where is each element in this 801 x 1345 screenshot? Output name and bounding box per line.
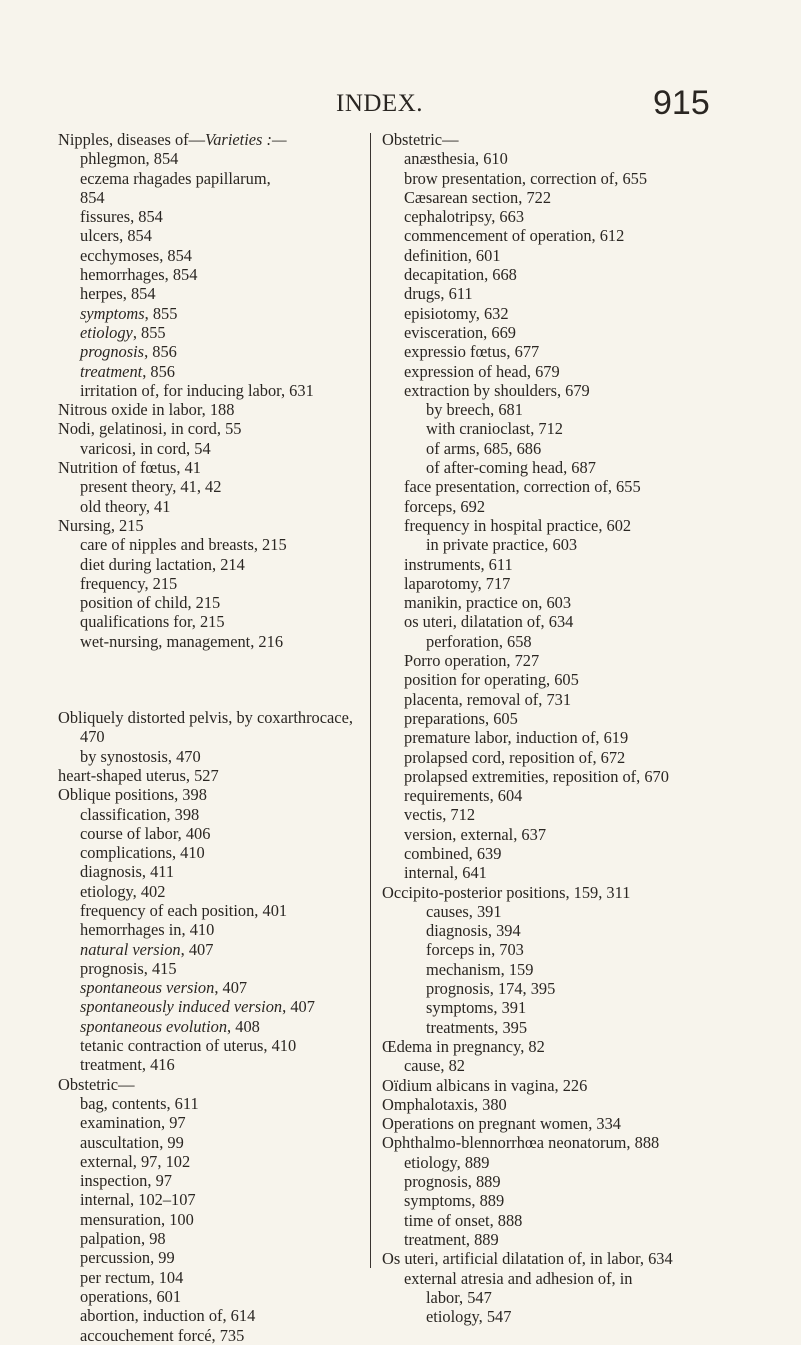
entry-text: irritation of, for inducing labor, 631	[80, 380, 314, 400]
entry-text: Ophthalmo-blennorrhœa neonatorum, 888	[382, 1133, 660, 1153]
index-entry	[382, 709, 712, 728]
index-entry	[58, 1113, 363, 1132]
entry-text: expressio fœtus, 677	[404, 342, 540, 362]
entry-text: classification, 398	[80, 804, 200, 824]
entry-text: labor, 547	[426, 1287, 492, 1307]
entry-text: diet during lactation, 214	[80, 554, 245, 574]
index-entry	[382, 226, 712, 245]
index-entry	[382, 1153, 712, 1172]
index-entry	[382, 1307, 712, 1326]
index-entry	[382, 362, 712, 381]
entry-text: operations, 601	[80, 1286, 182, 1306]
index-entry	[382, 246, 712, 265]
page-title: INDEX.	[336, 90, 424, 117]
index-entry	[58, 612, 363, 631]
entry-text: time of onset, 888	[404, 1210, 523, 1230]
entry-text: 470	[80, 727, 105, 747]
index-entry	[382, 284, 712, 303]
index-column-left	[58, 130, 363, 1345]
index-entry	[382, 1230, 712, 1249]
entry-text: Occipito-posterior positions, 159, 311	[382, 882, 631, 902]
entry-text: laparotomy, 717	[404, 573, 511, 593]
index-entry	[58, 304, 363, 323]
entry-gap	[58, 651, 363, 708]
entry-text: vectis, 712	[404, 805, 476, 825]
index-entry	[58, 535, 363, 554]
index-entry	[58, 901, 363, 920]
entry-text: frequency in hospital practice, 602	[404, 515, 632, 535]
index-entry	[382, 1211, 712, 1230]
entry-text: spontaneously induced version	[80, 997, 283, 1017]
entry-text: preparations, 605	[404, 708, 518, 728]
entry-text: external, 97, 102	[80, 1151, 191, 1171]
index-entry	[58, 265, 363, 284]
index-entry	[58, 362, 363, 381]
index-entry	[382, 863, 712, 882]
index-entry	[382, 651, 712, 670]
index-entry	[382, 1133, 712, 1152]
entry-text: etiology	[80, 322, 133, 342]
index-entry	[382, 1095, 712, 1114]
index-entry	[58, 1075, 363, 1094]
entry-text: position for operating, 605	[404, 670, 579, 690]
index-entry	[58, 342, 363, 361]
entry-page-ref: , 855	[132, 322, 166, 342]
index-entry	[58, 1268, 363, 1287]
entry-text: evisceration, 669	[404, 322, 516, 342]
index-entry	[382, 786, 712, 805]
index-entry	[382, 921, 712, 940]
entry-text: inspection, 97	[80, 1171, 172, 1191]
entry-text: requirements, 604	[404, 786, 523, 806]
index-entry	[58, 1306, 363, 1325]
index-entry	[58, 1133, 363, 1152]
index-entry	[382, 670, 712, 689]
entry-page-ref: , 407	[282, 997, 315, 1017]
index-entry	[58, 766, 363, 785]
entry-text: forceps in, 703	[426, 940, 524, 960]
entry-text: combined, 639	[404, 843, 502, 863]
entry-text: old theory, 41	[80, 496, 171, 516]
entry-text: ulcers, 854	[80, 226, 152, 246]
entry-text: internal, 641	[404, 863, 487, 883]
index-entry	[382, 690, 712, 709]
column-divider	[370, 133, 371, 1268]
index-entry	[58, 574, 363, 593]
index-entry	[58, 824, 363, 843]
entry-text: placenta, removal of, 731	[404, 689, 572, 709]
entry-text: instruments, 611	[404, 554, 513, 574]
page-header	[0, 84, 801, 126]
index-entry	[58, 284, 363, 303]
entry-text: of after-coming head, 687	[426, 458, 596, 478]
index-entry	[382, 477, 712, 496]
entry-text: present theory, 41, 42	[80, 477, 222, 497]
index-entry	[382, 149, 712, 168]
index-entry	[58, 1229, 363, 1248]
entry-text: definition, 601	[404, 245, 501, 265]
entry-text: diagnosis, 394	[426, 921, 521, 941]
index-entry	[382, 767, 712, 786]
entry-text: spontaneous version	[80, 978, 215, 998]
index-entry	[382, 998, 712, 1017]
index-entry	[58, 747, 363, 766]
entry-text: etiology, 402	[80, 881, 166, 901]
entry-text: Operations on pregnant women, 334	[382, 1114, 621, 1134]
entry-text: ecchymoses, 854	[80, 245, 192, 265]
index-entry	[58, 1326, 363, 1345]
entry-text: accouchement forcé, 735	[80, 1325, 245, 1345]
entry-text: Os uteri, artificial dilatation of, in labor, 634	[382, 1249, 673, 1269]
index-entry	[58, 1248, 363, 1267]
index-entry	[382, 728, 712, 747]
index-entry	[382, 940, 712, 959]
entry-text: Nitrous oxide in labor, 188	[58, 400, 235, 420]
index-entry	[58, 477, 363, 496]
entry-text: face presentation, correction of, 655	[404, 477, 641, 497]
entry-text: by synostosis, 470	[80, 746, 201, 766]
index-entry	[382, 844, 712, 863]
index-entry	[382, 1172, 712, 1191]
index-entry	[382, 825, 712, 844]
entry-page-ref: , 855	[144, 303, 178, 323]
index-entry	[382, 1037, 712, 1056]
entry-text: prognosis, 889	[404, 1172, 501, 1192]
entry-text: brow presentation, correction of, 655	[404, 168, 648, 188]
entry-text: Oblique positions, 398	[58, 785, 207, 805]
index-entry	[382, 535, 712, 554]
entry-text: Nursing, 215	[58, 515, 144, 535]
entry-text: 854	[80, 187, 105, 207]
entry-italic-suffix: Varieties :—	[205, 130, 287, 149]
index-entry	[382, 169, 712, 188]
index-entry	[58, 940, 363, 959]
index-entry	[382, 805, 712, 824]
entry-text: cause, 82	[404, 1056, 465, 1076]
index-entry	[58, 1287, 363, 1306]
entry-text: prognosis	[80, 342, 145, 362]
entry-text: prognosis, 415	[80, 958, 177, 978]
page-number: 915	[653, 84, 710, 122]
index-entry	[58, 632, 363, 651]
index-entry	[58, 207, 363, 226]
index-entry	[58, 843, 363, 862]
index-entry	[382, 497, 712, 516]
entry-text: extraction by shoulders, 679	[404, 380, 590, 400]
index-entry	[382, 323, 712, 342]
entry-text: prolapsed cord, reposition of, 672	[404, 747, 626, 767]
index-entry	[382, 1076, 712, 1095]
index-entry	[58, 862, 363, 881]
entry-text: varicosi, in cord, 54	[80, 438, 211, 458]
entry-text: cephalotripsy, 663	[404, 207, 525, 227]
index-entry	[58, 1190, 363, 1209]
entry-text: symptoms	[80, 303, 145, 323]
entry-text: prognosis, 174, 395	[426, 979, 556, 999]
entry-text: frequency of each position, 401	[80, 900, 288, 920]
entry-text: of arms, 685, 686	[426, 438, 542, 458]
index-entry	[382, 516, 712, 535]
entry-text: internal, 102–107	[80, 1190, 196, 1210]
entry-text: Obstetric—	[58, 1074, 135, 1094]
index-column-right	[382, 130, 712, 1326]
index-entry	[382, 1114, 712, 1133]
entry-text: symptoms, 889	[404, 1191, 505, 1211]
entry-text: diagnosis, 411	[80, 862, 175, 882]
index-entry	[382, 748, 712, 767]
entry-text: Nutrition of fœtus, 41	[58, 458, 201, 478]
entry-text: hemorrhages in, 410	[80, 920, 215, 940]
index-entry	[382, 883, 712, 902]
entry-text: complications, 410	[80, 843, 205, 863]
entry-page-ref: , 856	[142, 361, 175, 381]
index-entry	[58, 400, 363, 419]
index-entry	[58, 169, 363, 188]
entry-text: auscultation, 99	[80, 1132, 184, 1152]
entry-text: treatment, 889	[404, 1229, 499, 1249]
index-entry	[382, 207, 712, 226]
entry-text: phlegmon, 854	[80, 149, 179, 169]
index-entry	[58, 226, 363, 245]
index-entry	[58, 149, 363, 168]
entry-text: drugs, 611	[404, 284, 473, 304]
index-entry	[382, 612, 712, 631]
index-entry	[382, 304, 712, 323]
index-entry	[382, 902, 712, 921]
entry-text: treatment, 416	[80, 1055, 175, 1075]
index-entry	[382, 419, 712, 438]
entry-text: Oïdium albicans in vagina, 226	[382, 1075, 588, 1095]
entry-text: position of child, 215	[80, 593, 221, 613]
entry-text: heart-shaped uterus, 527	[58, 765, 219, 785]
index-entry	[382, 188, 712, 207]
entry-text: abortion, induction of, 614	[80, 1306, 256, 1326]
entry-text: mensuration, 100	[80, 1209, 194, 1229]
index-entry	[382, 1249, 712, 1268]
entry-text: treatment	[80, 361, 143, 381]
entry-text: course of labor, 406	[80, 823, 211, 843]
index-entry	[382, 342, 712, 361]
entry-text: anæsthesia, 610	[404, 149, 508, 169]
entry-text: expression of head, 679	[404, 361, 560, 381]
index-entry	[58, 708, 363, 727]
index-entry	[382, 555, 712, 574]
index-entry	[382, 1288, 712, 1307]
entry-text: premature labor, induction of, 619	[404, 728, 629, 748]
index-entry	[58, 516, 363, 535]
entry-text: bag, contents, 611	[80, 1093, 199, 1113]
index-entry	[58, 323, 363, 342]
entry-text: fissures, 854	[80, 207, 163, 227]
entry-text: hemorrhages, 854	[80, 265, 198, 285]
index-entry	[382, 1191, 712, 1210]
entry-text: examination, 97	[80, 1113, 186, 1133]
index-entry	[382, 632, 712, 651]
index-entry	[382, 265, 712, 284]
entry-text: Porro operation, 727	[404, 651, 540, 671]
entry-text: wet-nursing, management, 216	[80, 631, 284, 651]
entry-text: Nipples, diseases of—	[58, 130, 206, 149]
entry-text: Obstetric—	[382, 130, 459, 149]
index-entry	[58, 1210, 363, 1229]
entry-text: palpation, 98	[80, 1229, 166, 1249]
entry-text: Omphalotaxis, 380	[382, 1094, 507, 1114]
index-entry	[382, 439, 712, 458]
index-entry	[382, 381, 712, 400]
entry-text: commencement of operation, 612	[404, 226, 625, 246]
entry-text: by breech, 681	[426, 400, 523, 420]
entry-text: prolapsed extremities, reposition of, 670	[404, 766, 669, 786]
entry-text: forceps, 692	[404, 496, 486, 516]
entry-text: herpes, 854	[80, 284, 156, 304]
entry-text: Nodi, gelatinosi, in cord, 55	[58, 419, 242, 439]
entry-text: treatments, 395	[426, 1017, 528, 1037]
index-entry	[58, 458, 363, 477]
index-entry	[382, 960, 712, 979]
index-entry	[58, 555, 363, 574]
entry-page-ref: , 407	[214, 978, 248, 998]
index-entry	[58, 188, 363, 207]
index-entry	[58, 1094, 363, 1113]
index-entry	[58, 246, 363, 265]
index-entry	[58, 727, 363, 746]
entry-text: care of nipples and breasts, 215	[80, 535, 287, 555]
index-entry	[58, 959, 363, 978]
index-entry	[58, 497, 363, 516]
entry-text: in private practice, 603	[426, 535, 578, 555]
entry-text: manikin, practice on, 603	[404, 593, 572, 613]
entry-text: spontaneous evolution	[80, 1016, 228, 1036]
entry-text: os uteri, dilatation of, 634	[404, 612, 574, 632]
entry-text: perforation, 658	[426, 631, 532, 651]
entry-text: qualifications for, 215	[80, 612, 225, 632]
index-entry	[382, 130, 712, 149]
index-entry	[382, 1269, 712, 1288]
index-entry	[58, 805, 363, 824]
index-entry	[58, 1055, 363, 1074]
entry-text: external atresia and adhesion of, in	[404, 1268, 633, 1288]
entry-text: natural version	[80, 939, 181, 959]
entry-text: etiology, 889	[404, 1152, 490, 1172]
index-entry	[382, 593, 712, 612]
index-entry	[58, 439, 363, 458]
entry-text: Cæsarean section, 722	[404, 187, 552, 207]
index-entry	[58, 1152, 363, 1171]
index-entry	[58, 1171, 363, 1190]
entry-text: Œdema in pregnancy, 82	[382, 1036, 545, 1056]
entry-text: version, external, 637	[404, 824, 547, 844]
index-entry	[382, 979, 712, 998]
entry-text: causes, 391	[426, 901, 502, 921]
entry-text: Obliquely distorted pelvis, by coxarthrocace,	[58, 708, 353, 728]
index-entry	[58, 882, 363, 901]
index-entry	[58, 419, 363, 438]
entry-text: frequency, 215	[80, 573, 178, 593]
entry-text: percussion, 99	[80, 1248, 175, 1268]
index-entry	[382, 1056, 712, 1075]
index-entry	[58, 978, 363, 997]
entry-page-ref: , 856	[144, 342, 177, 362]
entry-text: eczema rhagades papillarum,	[80, 168, 271, 188]
index-entry	[58, 997, 363, 1016]
entry-text: symptoms, 391	[426, 998, 527, 1018]
index-entry	[58, 130, 363, 149]
entry-text: episiotomy, 632	[404, 303, 509, 323]
index-entry	[58, 785, 363, 804]
entry-text: etiology, 547	[426, 1307, 512, 1327]
index-entry	[382, 574, 712, 593]
entry-page-ref: , 408	[227, 1016, 260, 1036]
entry-text: per rectum, 104	[80, 1267, 184, 1287]
entry-text: with cranioclast, 712	[426, 419, 564, 439]
index-entry	[58, 920, 363, 939]
index-entry	[58, 381, 363, 400]
index-entry	[382, 400, 712, 419]
entry-text: decapitation, 668	[404, 265, 517, 285]
index-entry	[382, 1018, 712, 1037]
entry-text: mechanism, 159	[426, 959, 534, 979]
entry-text: tetanic contraction of uterus, 410	[80, 1036, 297, 1056]
index-entry	[382, 458, 712, 477]
index-entry	[58, 593, 363, 612]
entry-page-ref: , 407	[180, 939, 214, 959]
index-entry	[58, 1036, 363, 1055]
index-entry	[58, 1017, 363, 1036]
